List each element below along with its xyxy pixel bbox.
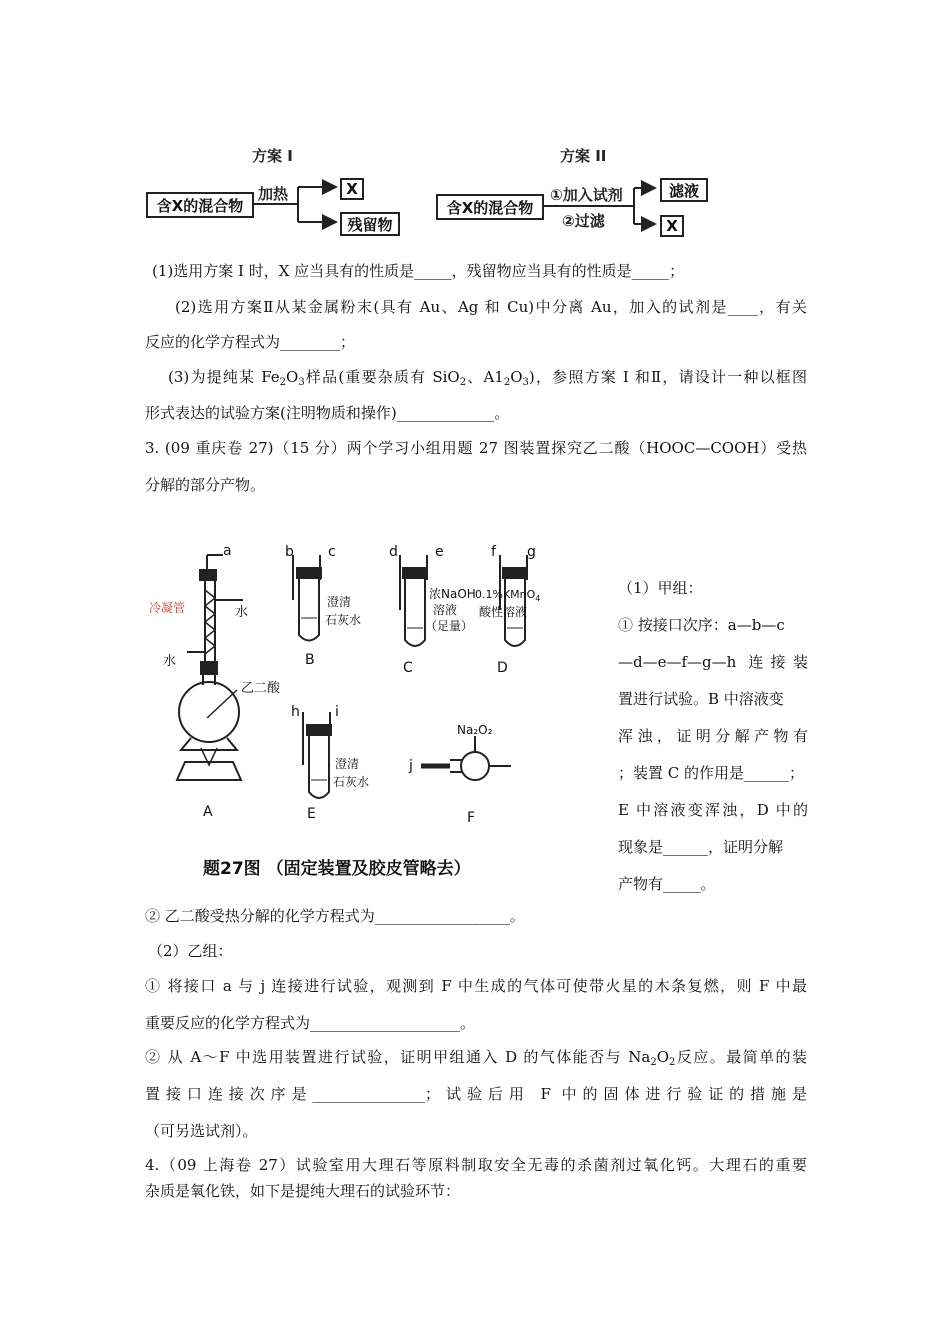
scheme1-residue-box: 残留物: [340, 212, 400, 236]
side-line-8: 现象是______，证明分解: [618, 838, 784, 856]
q4-line1: 4.（09 上海卷 27）试验室用大理石等原料制取安全无毒的杀菌剂过氧化钙。大理石的重要: [145, 1156, 807, 1174]
naoh-line2: 溶液: [433, 603, 458, 617]
scheme2-filtrate-box: 滤液: [660, 178, 708, 202]
q3-g2-p2-line3: （可另选试剂）。: [145, 1122, 258, 1140]
label-h: h: [291, 704, 300, 720]
water-in-label: 水: [163, 654, 177, 669]
scheme1-product-x: X: [340, 178, 364, 200]
q4-line2: 杂质是氧化铁，如下是提纯大理石的试验环节：: [145, 1182, 461, 1200]
naoh-line1: 浓NaOH: [429, 587, 476, 601]
label-f: f: [491, 544, 496, 560]
limewater-e-line1: 澄清: [335, 757, 360, 771]
q3-intro-line2: 分解的部分产物。: [145, 476, 266, 494]
kmno4-line1: 0.1%KMnO$_4$: [475, 588, 540, 603]
apparatus-b-label: B: [305, 652, 315, 668]
q2-part2-line1: (2)选用方案Ⅱ从某金属粉末(具有 Au、Ag 和 Cu)中分离 Au，加入的试剂是____，有关: [175, 298, 807, 316]
kmno4-line2: 酸性溶液: [479, 605, 528, 619]
condenser-label: 冷凝管: [149, 601, 186, 615]
q2-part1: (1)选用方案 I 时，X 应当具有的性质是_____，残留物应当具有的性质是_____；: [152, 262, 685, 280]
side-line-9: 产物有_____。: [618, 875, 716, 893]
q3-g2-p2-line2: 置接口连接次序是_______________；试验后用 F 中的固体进行验证的措施是: [145, 1085, 807, 1103]
q3-g2-p1-line2: 重要反应的化学方程式为____________________。: [145, 1014, 476, 1032]
label-j: j: [409, 758, 413, 774]
limewater-b-line2: 石灰水: [325, 613, 362, 627]
naoh-line3: （足量）: [425, 619, 474, 633]
label-a: a: [223, 543, 232, 559]
scheme1-mixture-box: 含X的混合物: [146, 192, 254, 218]
scheme2-product-x: X: [660, 215, 684, 237]
side-line-5: 浑浊，证明分解产物有: [618, 727, 808, 745]
q3-g2-p2-line1: ② 从 A～F 中选用装置进行试验，证明甲组通入 D 的气体能否与 $Na_2O_2$反应。最简单的装: [145, 1048, 807, 1068]
apparatus-c-label: C: [403, 660, 413, 676]
q3-side-text: [618, 570, 808, 903]
q3-intro-line1: 3. (09 重庆卷 27)（15 分）两个学习小组用题 27 图装置探究乙二酸（HOOC—COOH）受热: [145, 439, 807, 457]
side-line-3: —d—e—f—g—h 连接装: [618, 653, 808, 671]
label-b: b: [285, 544, 294, 560]
scheme2-step2-label: ②过滤: [562, 212, 605, 230]
scheme1-title: 方案 I: [252, 147, 293, 165]
q3-g2-p1-line1: ① 将接口 a 与 j 连接进行试验，观测到 F 中生成的气体可使带火星的木条复燃，则 F 中最: [145, 977, 807, 995]
limewater-e-line2: 石灰水: [333, 775, 370, 789]
scheme1-arrows: [0, 0, 950, 260]
q2-part3-line2: 形式表达的试验方案(注明物质和操作)_____________。: [145, 404, 510, 422]
scheme2-mixture-box: 含X的混合物: [436, 194, 544, 220]
scheme2-step1-label: ①加入试剂: [550, 186, 623, 204]
q3-group2-label: （2）乙组：: [148, 942, 233, 960]
q2-part3-line1: (3)为提纯某 $Fe_2O_3$样品(重要杂质有 SiO$_2$、$A1_2O_3$)，参照方案 I 和Ⅱ，请设计一种以框图: [168, 368, 807, 388]
label-c: c: [328, 544, 336, 560]
side-line-4: 置进行试验。B 中溶液变: [618, 690, 784, 708]
scheme2-title: 方案 II: [560, 147, 607, 165]
label-e: e: [435, 544, 444, 560]
figure-caption: 题27图 （固定装置及胶皮管略去）: [203, 859, 471, 879]
side-line-1: （1）甲组：: [618, 579, 703, 597]
apparatus-d-label: D: [497, 660, 508, 676]
limewater-b-line1: 澄清: [327, 595, 352, 609]
label-g: g: [527, 544, 536, 560]
apparatus-figure: [145, 540, 540, 890]
label-i: i: [335, 704, 339, 720]
label-d: d: [389, 544, 398, 560]
na2o2-label: Na₂O₂: [457, 723, 493, 737]
side-line-7: E 中溶液变浑浊，D 中的: [618, 801, 808, 819]
side-line-2: ① 按接口次序：a—b—c: [618, 616, 785, 634]
water-out-label: 水: [235, 605, 249, 620]
q3-equation-line: ② 乙二酸受热分解的化学方程式为__________________。: [145, 907, 525, 925]
side-line-6: ；装置 C 的作用是______；: [618, 764, 805, 782]
apparatus-f-label: F: [467, 810, 476, 826]
oxalic-acid-label: 乙二酸: [241, 681, 281, 696]
q2-part2-line2: 反应的化学方程式为________；: [145, 333, 356, 351]
apparatus-a-label: A: [203, 804, 213, 820]
apparatus-e-label: E: [307, 806, 316, 822]
scheme1-operation-label: 加热: [258, 185, 289, 203]
